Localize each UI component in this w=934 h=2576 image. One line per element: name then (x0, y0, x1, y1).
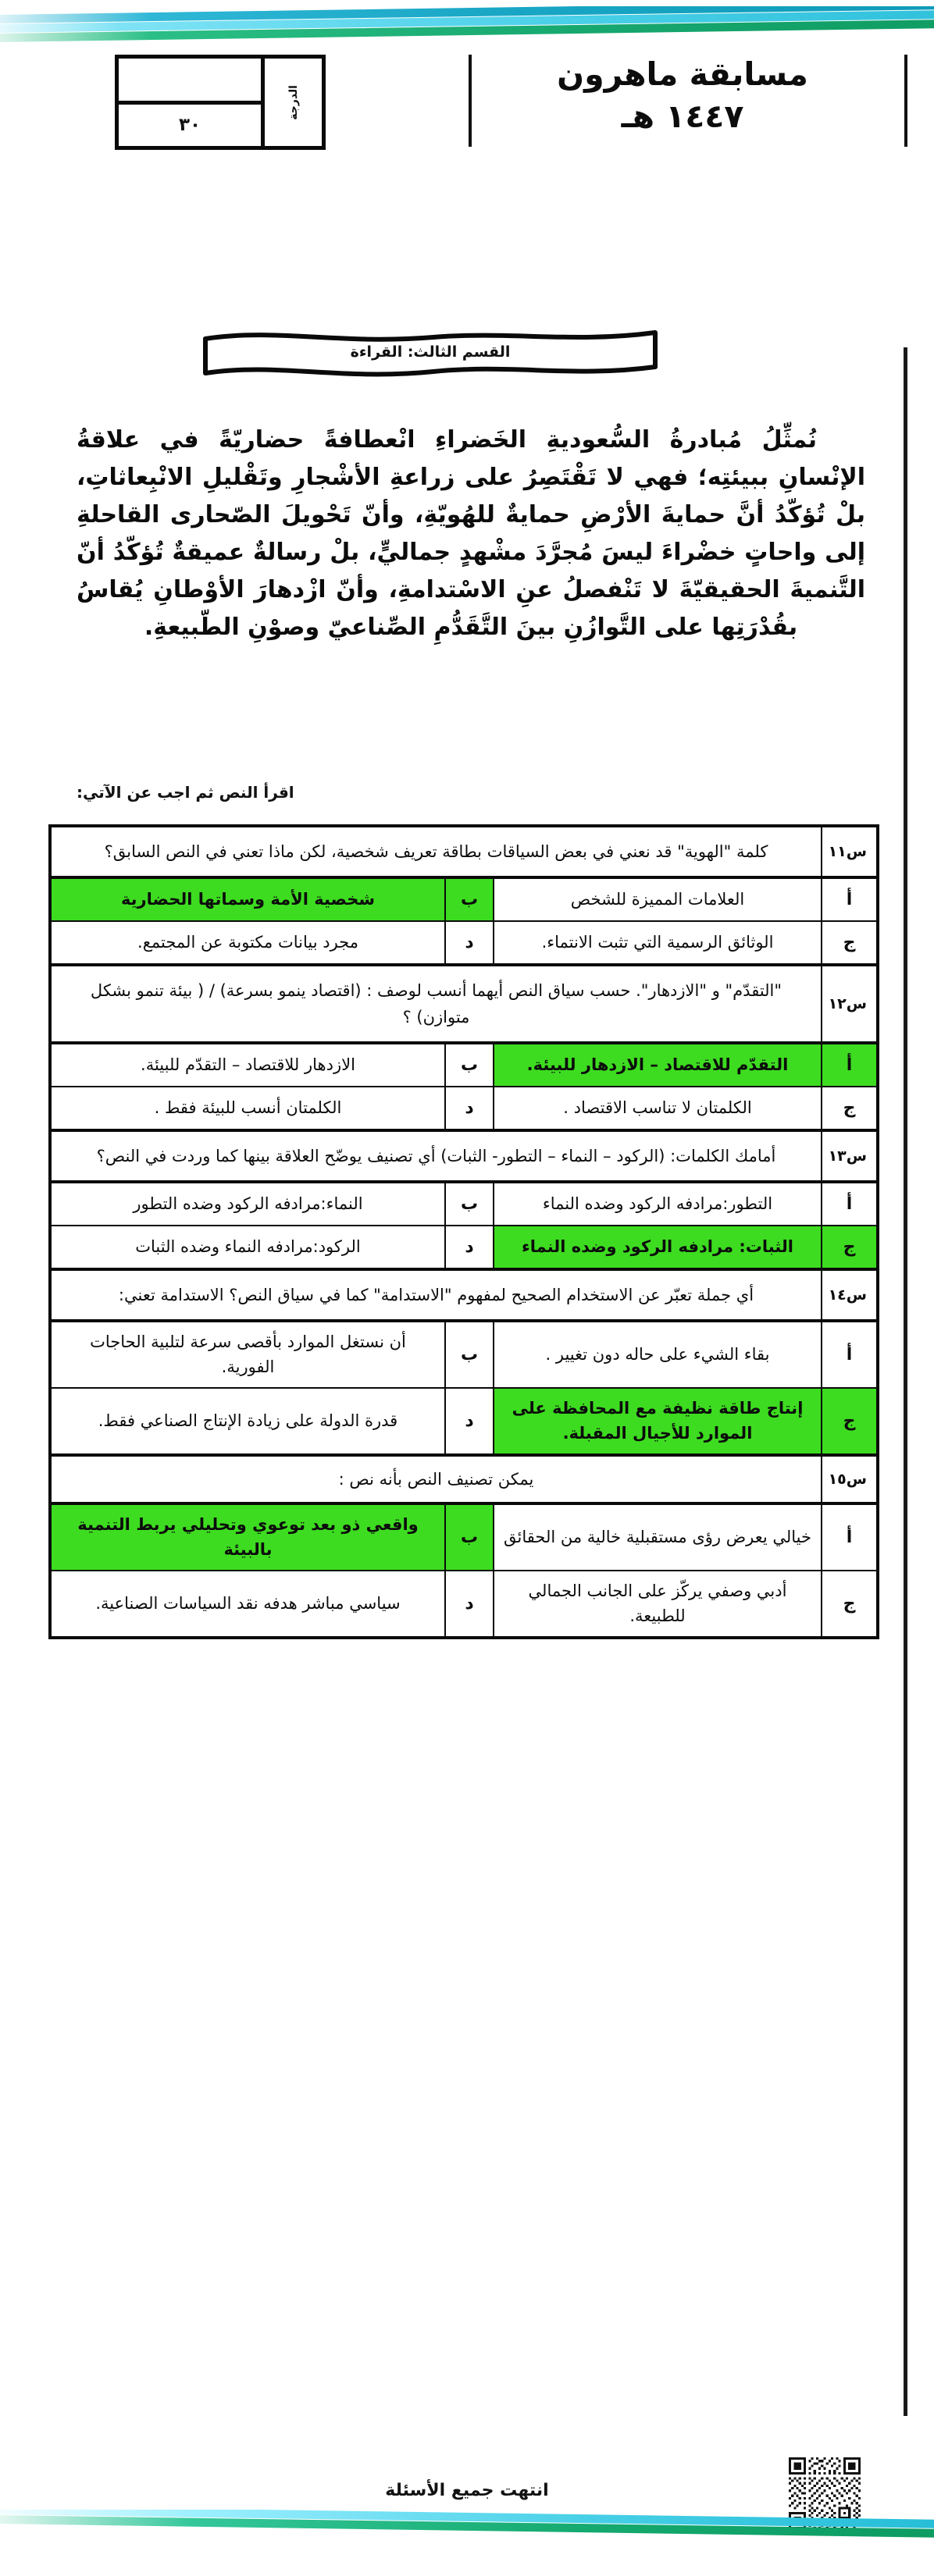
option-text-a[interactable]: التقدّم للاقتصاد – الازدهار للبيئة. (494, 1043, 822, 1087)
option-text-b[interactable]: واقعي ذو بعد توعوي وتحليلي يربط التنمية بالبيئة (50, 1503, 445, 1571)
page-vertical-rule (904, 347, 907, 2416)
question-text: "التقدّم" و "الازدهار". حسب سياق النص أيهما أنسب لوصف : (اقتصاد ينمو بسرعة) / ( بيئة تنمو بشكل متوازن) ؟ (50, 965, 822, 1043)
page-header (0, 47, 934, 164)
option-letter-a: أ (822, 1043, 878, 1087)
page-title (472, 53, 893, 137)
bottom-ribbon-decoration (0, 2510, 934, 2546)
option-letter-a: أ (822, 1182, 878, 1226)
option-text-a[interactable]: العلامات المميزة للشخص (494, 877, 822, 921)
score-label-cell (261, 59, 322, 146)
question-number: س١٣ (822, 1130, 878, 1182)
option-letter-a: أ (822, 1321, 878, 1388)
question-row (50, 1455, 878, 1503)
option-letter-d: د (445, 921, 494, 965)
option-row (50, 1321, 878, 1388)
question-number: س١٥ (822, 1455, 878, 1503)
option-letter-d: د (445, 1388, 494, 1455)
question-text: يمكن تصنيف النص بأنه نص : (50, 1455, 822, 1503)
option-row (50, 921, 878, 965)
passage-instruction: اقرأ النص ثم اجب عن الآتي: (77, 783, 294, 802)
option-row (50, 1043, 878, 1087)
title-divider-right (904, 55, 907, 147)
option-text-b[interactable]: الازدهار للاقتصاد – التقدّم للبيئة. (50, 1043, 445, 1087)
option-row (50, 1388, 878, 1455)
option-text-c[interactable]: الكلمتان لا تناسب الاقتصاد . (494, 1087, 822, 1130)
option-text-d[interactable]: الكلمتان أنسب للبيئة فقط . (50, 1087, 445, 1130)
section-banner (199, 326, 661, 381)
option-letter-d: د (445, 1226, 494, 1269)
option-letter-b: ب (445, 1321, 494, 1388)
score-box (115, 55, 326, 150)
option-letter-c: ج (822, 921, 878, 965)
questions-table (48, 824, 879, 1639)
question-row (50, 826, 878, 877)
end-of-questions-note: انتهت جميع الأسئلة (385, 2481, 549, 2500)
option-text-d[interactable]: قدرة الدولة على زيادة الإنتاج الصناعي فقط. (50, 1388, 445, 1455)
option-row (50, 1182, 878, 1226)
option-text-c[interactable]: الثبات: مرادفه الركود وضده النماء (494, 1226, 822, 1269)
score-value-cells (119, 59, 261, 146)
option-text-c[interactable]: أدبي وصفي يركّز على الجانب الجمالي للطبيعة. (494, 1571, 822, 1638)
score-cell-empty[interactable] (119, 59, 261, 105)
question-number: س١٤ (822, 1269, 878, 1321)
question-row (50, 1269, 878, 1321)
option-letter-c: ج (822, 1087, 878, 1130)
option-text-b[interactable]: شخصية الأمة وسماتها الحضارية (50, 877, 445, 921)
option-letter-c: ج (822, 1571, 878, 1638)
question-number: س١٢ (822, 965, 878, 1043)
passage-text: نُمثِّلُ مُبادرةُ السُّعوديةِ الخَضراءِ انْعطافةً حضاريّةً في علاقةُ الإنْسانِ ببيئتِه؛ فهي لا تَقْتَصِرُ على زراعةِ الأشْجارِ وتَقْليلِ الانْبِعاثاتِ، بلْ تُؤكّدُ أنَّ حمايةَ الأرْضِ حمايةٌ للهُويّةِ، وأنّ تَحْويلَ الصّحارى القاحلةِ إلى واحاتٍ خضْراءَ ليسَ مُجرَّدَ مشْهدٍ جماليٍّ، بلْ رسالةٌ عميقةٌ تُؤكّدُ أنّ التَّنميةَ الحقيقيّةَ لا تَنْفصلُ عنِ الاسْتدامةِ، وأنّ ازْدهارَ الأوْطانِ يُقاسُ بقُدْرَتِها على التَّوازُنِ بينَ التَّقَدُّمِ الصِّناعيّ وصوْنِ الطّبيعةِ. (77, 426, 865, 641)
question-row (50, 965, 878, 1043)
question-row (50, 1130, 878, 1182)
exam-title-line1: مسابقة ماهرون (557, 55, 808, 93)
section-banner-text: القسم الثالث: القراءة (350, 343, 511, 361)
option-row (50, 1571, 878, 1638)
option-letter-b: ب (445, 877, 494, 921)
option-text-c[interactable]: الوثائق الرسمية التي تثبت الانتماء. (494, 921, 822, 965)
question-text: أمامك الكلمات: (الركود – النماء – التطور- الثبات) أي تصنيف يوضّح العلاقة بينها كما وردت في النص؟ (50, 1130, 822, 1182)
option-text-a[interactable]: خيالي يعرض رؤى مستقبلية خالية من الحقائق (494, 1503, 822, 1571)
question-text: كلمة "الهوية" قد نعني في بعض السياقات بطاقة تعريف شخصية، لكن ماذا تعني في النص السابق؟ (50, 826, 822, 877)
option-row (50, 1087, 878, 1130)
question-text: أي جملة تعبّر عن الاستخدام الصحيح لمفهوم "الاستدامة" كما في سياق النص؟ الاستدامة تعني: (50, 1269, 822, 1321)
option-letter-b: ب (445, 1503, 494, 1571)
option-text-b[interactable]: أن نستغل الموارد بأقصى سرعة لتلبية الحاجات الفورية. (50, 1321, 445, 1388)
option-letter-d: د (445, 1087, 494, 1130)
option-letter-d: د (445, 1571, 494, 1638)
option-letter-c: ج (822, 1226, 878, 1269)
option-text-d[interactable]: مجرد بيانات مكتوبة عن المجتمع. (50, 921, 445, 965)
questions-body (50, 826, 878, 1638)
option-text-a[interactable]: التطور:مرادفه الركود وضده النماء (494, 1182, 822, 1226)
option-text-b[interactable]: النماء:مرادفه الركود وضده التطور (50, 1182, 445, 1226)
reading-passage (77, 422, 865, 646)
option-text-a[interactable]: بقاء الشيء على حاله دون تغيير . (494, 1321, 822, 1388)
score-cell-total: ٣٠ (178, 115, 201, 136)
option-letter-b: ب (445, 1182, 494, 1226)
option-letter-c: ج (822, 1388, 878, 1455)
option-letter-a: أ (822, 877, 878, 921)
option-row (50, 1226, 878, 1269)
exam-title-line2: ١٤٤٧ هـ (621, 98, 744, 136)
score-label-text: الدرجة (287, 84, 300, 120)
option-text-c[interactable]: إنتاج طاقة نظيفة مع المحافظة على الموارد للأجيال المقبلة. (494, 1388, 822, 1455)
option-letter-a: أ (822, 1503, 878, 1571)
top-ribbon-decoration (0, 6, 934, 42)
question-number: س١١ (822, 826, 878, 877)
option-row (50, 877, 878, 921)
option-text-d[interactable]: الركود:مرادفه النماء وضده الثبات (50, 1226, 445, 1269)
option-letter-b: ب (445, 1043, 494, 1087)
option-text-d[interactable]: سياسي مباشر هدفه نقد السياسات الصناعية. (50, 1571, 445, 1638)
option-row (50, 1503, 878, 1571)
